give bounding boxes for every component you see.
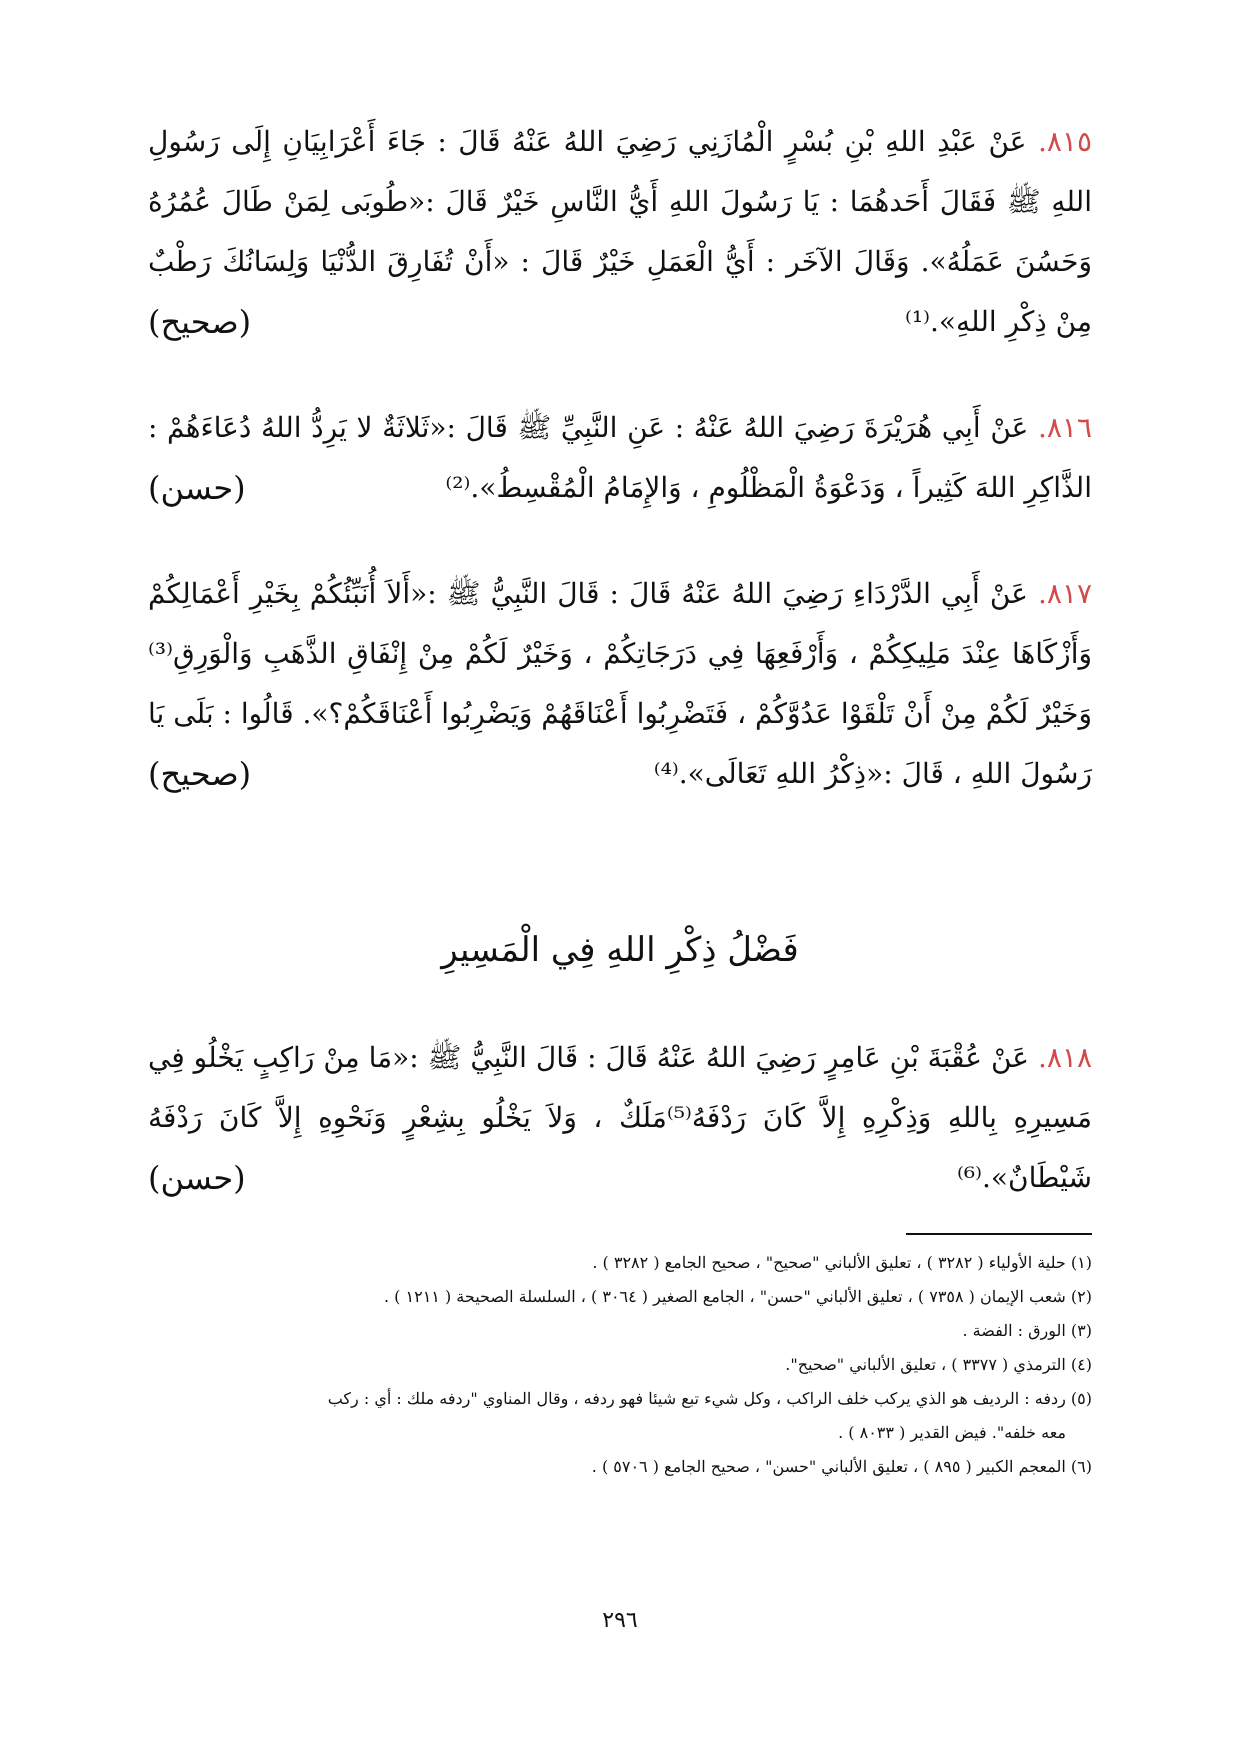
hadith-818 — [148, 1028, 1092, 1208]
hadith-number: ٨١٦. — [1037, 411, 1092, 444]
section-heading: فَضْلُ ذِكْرِ اللهِ فِي الْمَسِيرِ — [441, 930, 799, 970]
page-number: ٢٩٦ — [602, 1608, 638, 1633]
hadith-817 — [148, 564, 1092, 804]
hadith-text: عَنْ عُقْبَةَ بْنِ عَامِرٍ رَضِيَ اللهُ عَنْهُ قَالَ : قَالَ النَّبِيُّ ﷺ :«مَا مِنْ رَاكِبٍ يَخْلُو فِي مَسِيرِهِ بِاللهِ وَذِكْرِهِ إِلاَّ كَانَ رَدْفَهُ⁽⁵⁾مَلَكٌ ، وَلاَ يَخْلُو بِشِعْرٍ وَنَحْوِهِ إِلاَّ كَانَ رَدْفَهُ شَيْطَانٌ».⁽⁶⁾ — [148, 1041, 1093, 1194]
hadith-grade: (صحيح) — [148, 755, 252, 793]
footnote-5-continuation: معه خلفه". فيض القدير ( ٨٠٣٣ ) . — [838, 1423, 1066, 1442]
hadith-text: عَنْ أَبِي هُرَيْرَةَ رَضِيَ اللهُ عَنْهُ : عَنِ النَّبِيِّ ﷺ قَالَ :«ثَلاثَةٌ لا يَرِدُّ اللهُ دُعَاءَهُمْ : الذَّاكِرِ اللهَ كَثِيراً ، وَدَعْوَةُ الْمَظْلُومِ ، وَالإِمَامُ الْمُقْسِطُ».⁽²⁾ — [148, 411, 1092, 504]
footnote-5-text: (٥) ردفه : الرديف هو الذي يركب خلف الراكب ، وكل شيء تبع شيئا فهو ردفه ، وقال المناوي "ردفه ملك : أي : ركب — [327, 1389, 1092, 1408]
footnote-1: (١) حلية الأولياء ( ٣٢٨٢ ) ، تعليق الألباني "صحيح" ، صحيح الجامع ( ٣٢٨٢ ) . — [592, 1253, 1092, 1272]
hadith-815 — [148, 112, 1092, 352]
footnotes — [148, 1246, 1092, 1484]
footnote-5 — [148, 1382, 1092, 1450]
hadith-number: ٨١٨. — [1037, 1041, 1092, 1074]
hadith-text: عَنْ عَبْدِ اللهِ بْنِ بُسْرٍ الْمُازَنِي رَضِيَ اللهُ عَنْهُ قَالَ : جَاءَ أَعْرَابِيَانِ إِلَى رَسُولِ اللهِ ﷺ فَقَالَ أَحَدهُمَا : يَا رَسُولَ اللهِ أَيُّ النَّاسِ خَيْرٌ قَالَ :«طُوبَى لِمَنْ طَالَ عُمُرُهُ وَحَسُنَ عَمَلُهُ». وَقَالَ الآخَر : أَيُّ الْعَمَلِ خَيْرٌ قَالَ : «أَنْ تُفَارِقَ الدُّنْيَا وَلِسَانُكَ رَطْبٌ مِنْ ذِكْرِ اللهِ».⁽¹⁾ — [148, 125, 1092, 338]
hadith-text: عَنْ أَبِي الدَّرْدَاءِ رَضِيَ اللهُ عَنْهُ قَالَ : قَالَ النَّبِيُّ ﷺ :«أَلاَ أُنَبِّئُكُمْ بِخَيْرِ أَعْمَالِكُمْ وَأَزْكَاهَا عِنْدَ مَلِيكِكُمْ ، وَأَرْفَعِهَا فِي دَرَجَاتِكُمْ ، وَخَيْرٌ لَكُمْ مِنْ إِنْفَاقِ الذَّهَبِ وَالْوَرِقِ⁽³⁾وَخَيْرٌ لَكُمْ مِنْ أَنْ تَلْقَوْا عَدُوَّكُمْ ، فَتَضْرِبُوا أَعْنَاقَهُمْ وَيَضْرِبُوا أَعْنَاقَكُمْ؟». قَالُوا : بَلَى يَا رَسُولَ اللهِ ، قَالَ :«ذِكْرُ اللهِ تَعَالَى».⁽⁴⁾ — [148, 577, 1092, 790]
hadith-grade: (صحيح) — [148, 303, 252, 341]
footnote-3: (٣) الورق : الفضة . — [962, 1321, 1092, 1340]
hadith-816 — [148, 398, 1092, 518]
hadith-number: ٨١٥. — [1037, 125, 1092, 158]
footnote-6: (٦) المعجم الكبير ( ٨٩٥ ) ، تعليق الألباني "حسن" ، صحيح الجامع ( ٥٧٠٦ ) . — [591, 1457, 1092, 1476]
footnote-divider — [906, 1233, 1092, 1235]
footnote-4: (٤) الترمذي ( ٣٣٧٧ ) ، تعليق الألباني "صحيح". — [785, 1355, 1092, 1374]
hadith-number: ٨١٧. — [1037, 577, 1092, 610]
hadith-grade: (حسن) — [148, 469, 246, 507]
hadith-grade: (حسن) — [148, 1159, 246, 1197]
footnote-2: (٢) شعب الإيمان ( ٧٣٥٨ ) ، تعليق الألباني "حسن" ، الجامع الصغير ( ٣٠٦٤ ) ، السلسلة الصحيحة ( ١٢١١ ) . — [384, 1287, 1092, 1306]
